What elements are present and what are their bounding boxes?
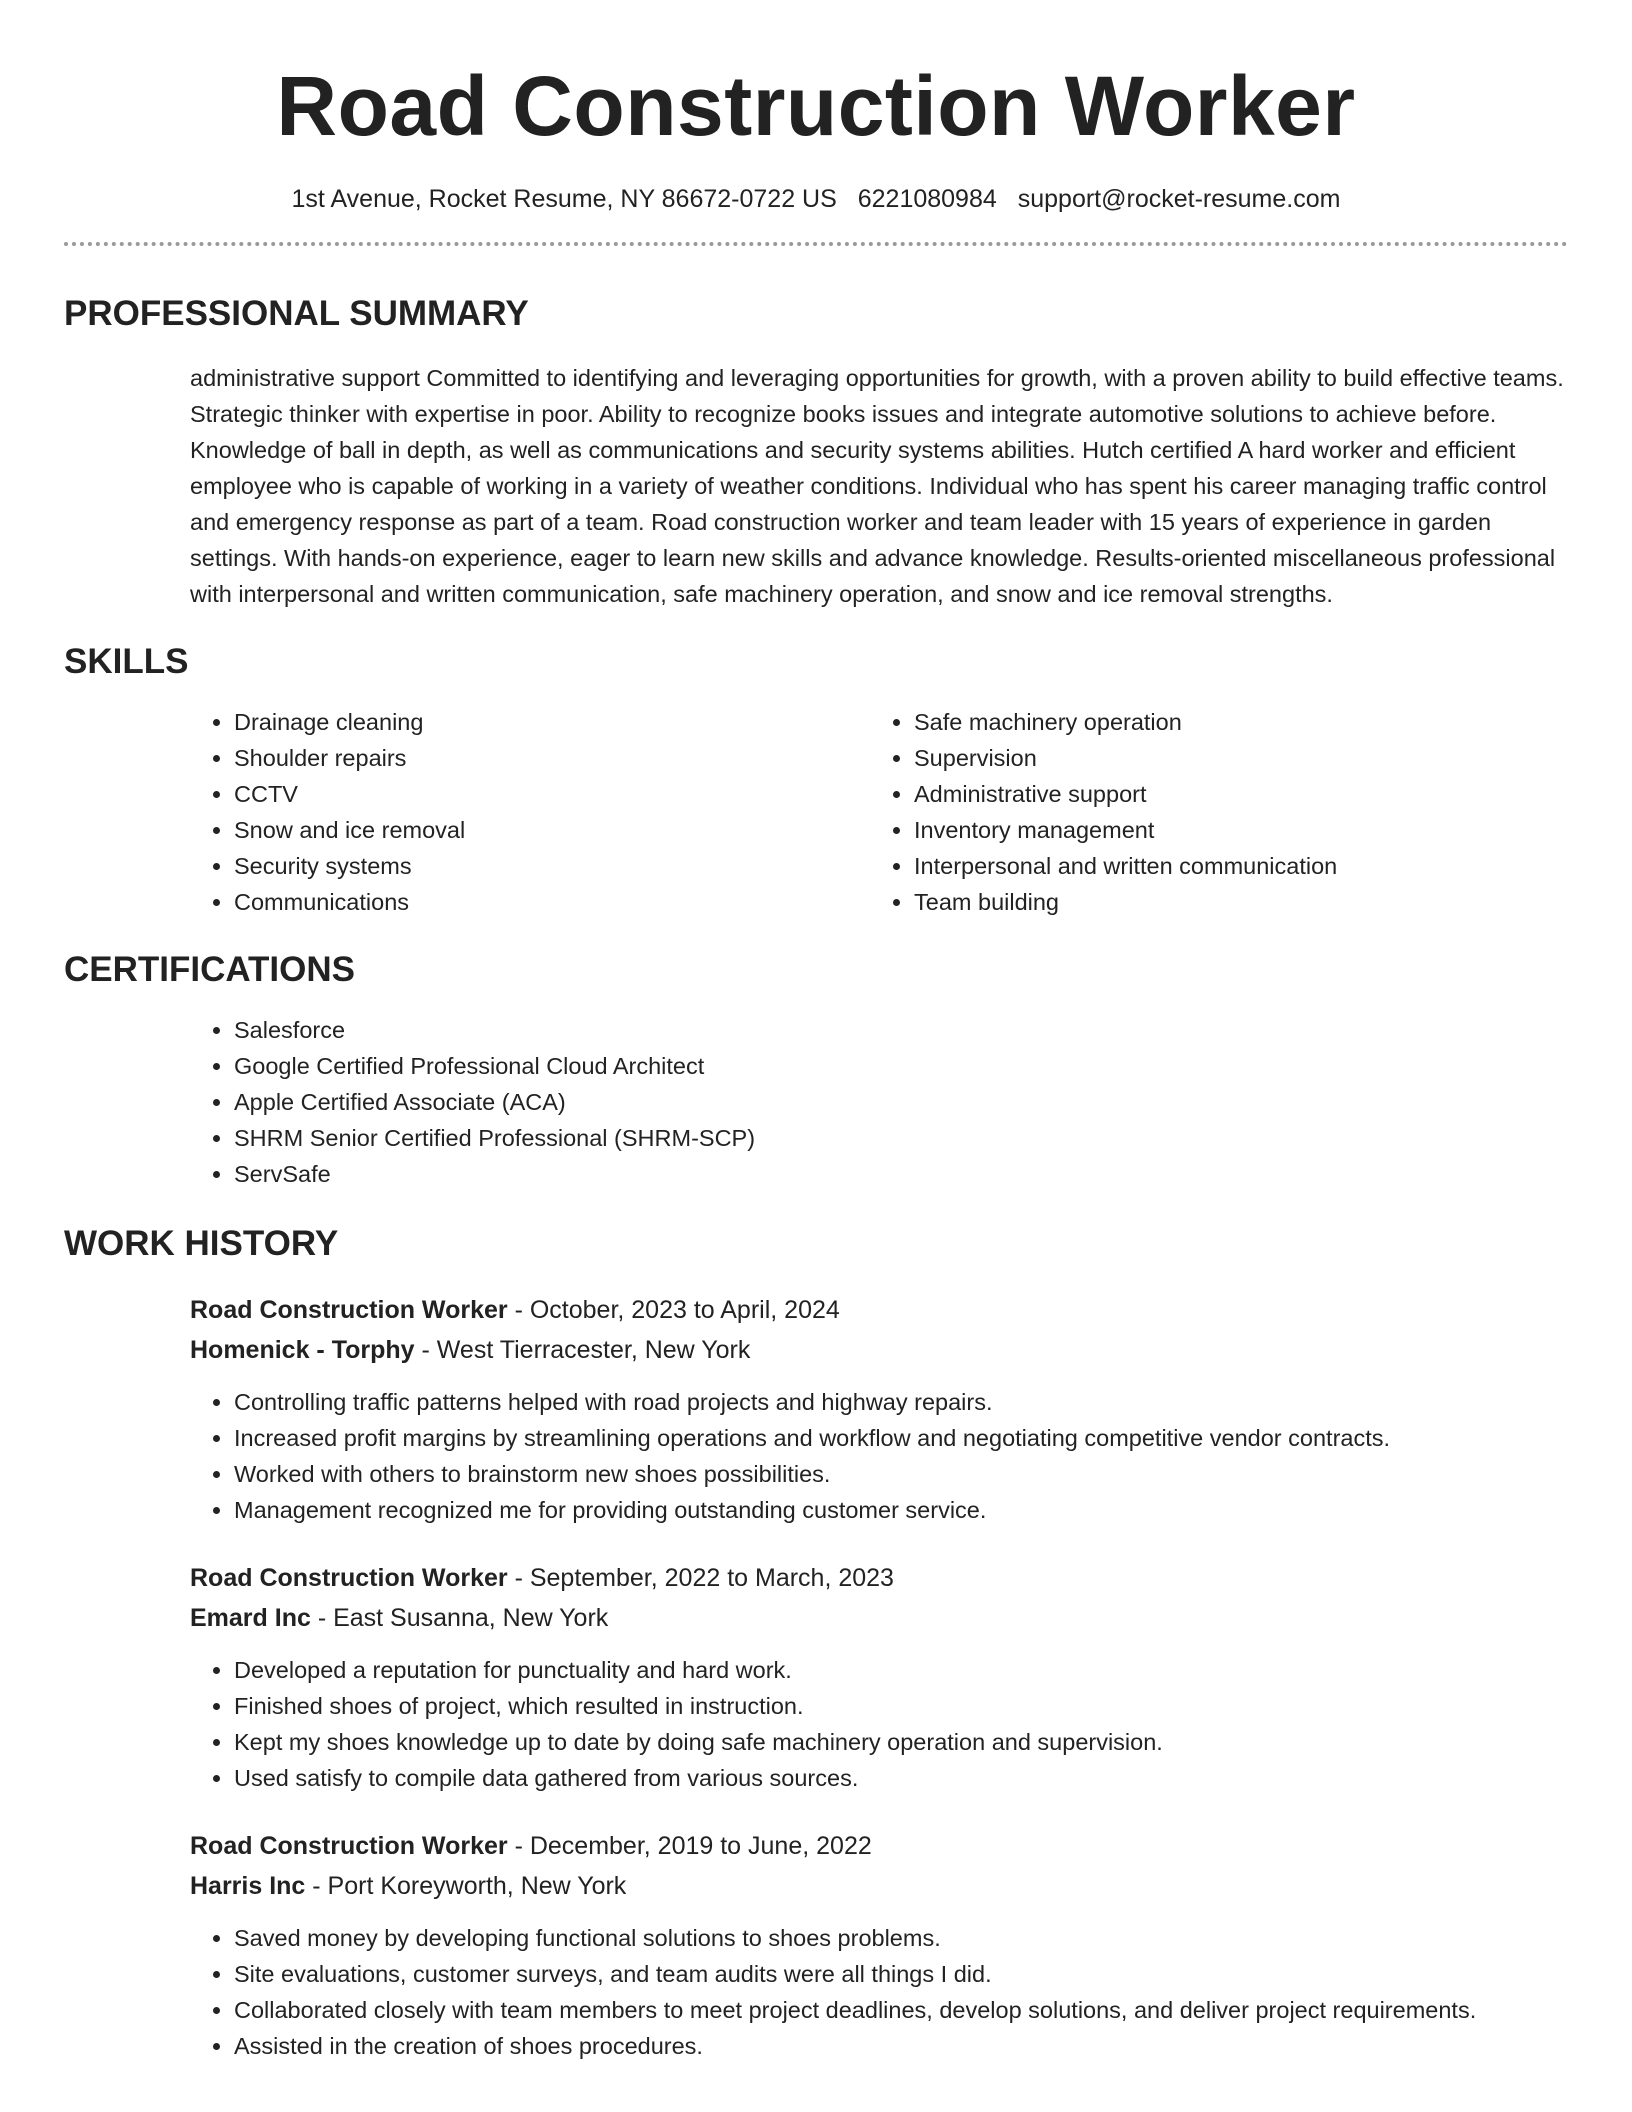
contact-email: support@rocket-resume.com bbox=[1017, 185, 1341, 213]
job-bullet: • Saved money by developing functional solutions to shoes problems. bbox=[234, 1920, 1568, 1956]
job-role: Road Construction Worker bbox=[190, 1296, 508, 1324]
work-history-heading: WORK HISTORY bbox=[64, 1224, 339, 1263]
contact-phone: 6221080984 bbox=[857, 185, 997, 213]
summary-section bbox=[64, 292, 1568, 612]
job-title-line bbox=[190, 1558, 1568, 1598]
job-company: Harris Inc bbox=[190, 1872, 306, 1900]
job-bullet: • Kept my shoes knowledge up to date by doing safe machinery operation and supervision. bbox=[234, 1724, 1568, 1760]
contact-address: 1st Avenue, Rocket Resume, NY 86672-0722 US bbox=[291, 185, 837, 213]
job-title-line bbox=[190, 1290, 1568, 1330]
job-bullet: • Worked with others to brainstorm new shoes possibilities. bbox=[234, 1456, 1568, 1492]
skill-item: • Shoulder repairs bbox=[234, 740, 870, 776]
skill-item: • Drainage cleaning bbox=[234, 704, 870, 740]
summary-heading: PROFESSIONAL SUMMARY bbox=[64, 294, 529, 333]
skill-item: • Team building bbox=[914, 884, 1550, 920]
job-entry bbox=[190, 1290, 1568, 1528]
job-company-line bbox=[190, 1866, 1568, 1906]
certifications-list bbox=[190, 1012, 1568, 1192]
skills-heading: SKILLS bbox=[64, 642, 189, 681]
job-company: Emard Inc bbox=[190, 1604, 311, 1632]
certification-item: • SHRM Senior Certified Professional (SHRM-SCP) bbox=[234, 1120, 1568, 1156]
skill-item: • Supervision bbox=[914, 740, 1550, 776]
certification-item: • Google Certified Professional Cloud Architect bbox=[234, 1048, 1568, 1084]
candidate-name: Road Construction Worker bbox=[276, 59, 1356, 153]
certifications-section bbox=[64, 948, 1568, 1192]
job-company-line bbox=[190, 1330, 1568, 1370]
job-bullet: • Developed a reputation for punctuality and hard work. bbox=[234, 1652, 1568, 1688]
skill-item: • CCTV bbox=[234, 776, 870, 812]
skills-column-left bbox=[190, 704, 870, 920]
job-bullet: • Assisted in the creation of shoes procedures. bbox=[234, 2028, 1568, 2064]
job-location: - West Tierracester, New York bbox=[414, 1336, 751, 1364]
job-company: Homenick - Torphy bbox=[190, 1336, 415, 1364]
job-role: Road Construction Worker bbox=[190, 1564, 508, 1592]
job-title-line bbox=[190, 1826, 1568, 1866]
job-bullet: • Used satisfy to compile data gathered from various sources. bbox=[234, 1760, 1568, 1796]
work-history-section bbox=[64, 1222, 1568, 2064]
skill-item: • Snow and ice removal bbox=[234, 812, 870, 848]
job-dates: - September, 2022 to March, 2023 bbox=[507, 1564, 894, 1592]
job-bullet: • Finished shoes of project, which resulted in instruction. bbox=[234, 1688, 1568, 1724]
job-bullet: • Site evaluations, customer surveys, and team audits were all things I did. bbox=[234, 1956, 1568, 1992]
job-entry bbox=[190, 1558, 1568, 1796]
certifications-heading: CERTIFICATIONS bbox=[64, 950, 356, 989]
job-location: - Port Koreyworth, New York bbox=[305, 1872, 627, 1900]
job-location: - East Susanna, New York bbox=[310, 1604, 609, 1632]
job-dates: - October, 2023 to April, 2024 bbox=[507, 1296, 840, 1324]
summary-text: administrative support Committed to identifying and leveraging opportunities for growth, with a proven ability to build effective teams. Strategic thinker with expertise in poor. Ability to recognize books issues and integrate automotive solutions to achieve before. Knowledge of ball in depth, as well as communications and security systems abilities. Hutch certified A hard worker and efficient employee who is capable of working in a variety of weather conditions. Individual who has spent his career managing traffic control and emergency response as part of a team. Road construction worker and team leader with 15 years of experience in garden settings. With hands-on experience, eager to learn new skills and advance knowledge. Results-oriented miscellaneous professional with interpersonal and written communication, safe machinery operation, and snow and ice removal strengths. bbox=[190, 365, 1564, 607]
skill-item: • Administrative support bbox=[914, 776, 1550, 812]
job-dates: - December, 2019 to June, 2022 bbox=[507, 1832, 872, 1860]
certification-item: • ServSafe bbox=[234, 1156, 1568, 1192]
skill-item: • Communications bbox=[234, 884, 870, 920]
job-bullet: • Controlling traffic patterns helped with road projects and highway repairs. bbox=[234, 1384, 1568, 1420]
job-bullet: • Management recognized me for providing outstanding customer service. bbox=[234, 1492, 1568, 1528]
job-role: Road Construction Worker bbox=[190, 1832, 508, 1860]
skill-item: • Interpersonal and written communication bbox=[914, 848, 1550, 884]
job-company-line bbox=[190, 1598, 1568, 1638]
header-divider bbox=[64, 242, 1568, 246]
job-entry bbox=[190, 1826, 1568, 2064]
skill-item: • Safe machinery operation bbox=[914, 704, 1550, 740]
contact-line bbox=[64, 182, 1568, 216]
skill-item: • Inventory management bbox=[914, 812, 1550, 848]
skills-section bbox=[64, 640, 1568, 920]
certification-item: • Salesforce bbox=[234, 1012, 1568, 1048]
job-bullet: • Increased profit margins by streamlining operations and workflow and negotiating competitive vendor contracts. bbox=[234, 1420, 1568, 1456]
certification-item: • Apple Certified Associate (ACA) bbox=[234, 1084, 1568, 1120]
skills-columns bbox=[190, 704, 1568, 920]
skills-column-right bbox=[870, 704, 1550, 920]
job-bullet: • Collaborated closely with team members to meet project deadlines, develop solutions, and deliver project requirements. bbox=[234, 1992, 1568, 2028]
skill-item: • Security systems bbox=[234, 848, 870, 884]
